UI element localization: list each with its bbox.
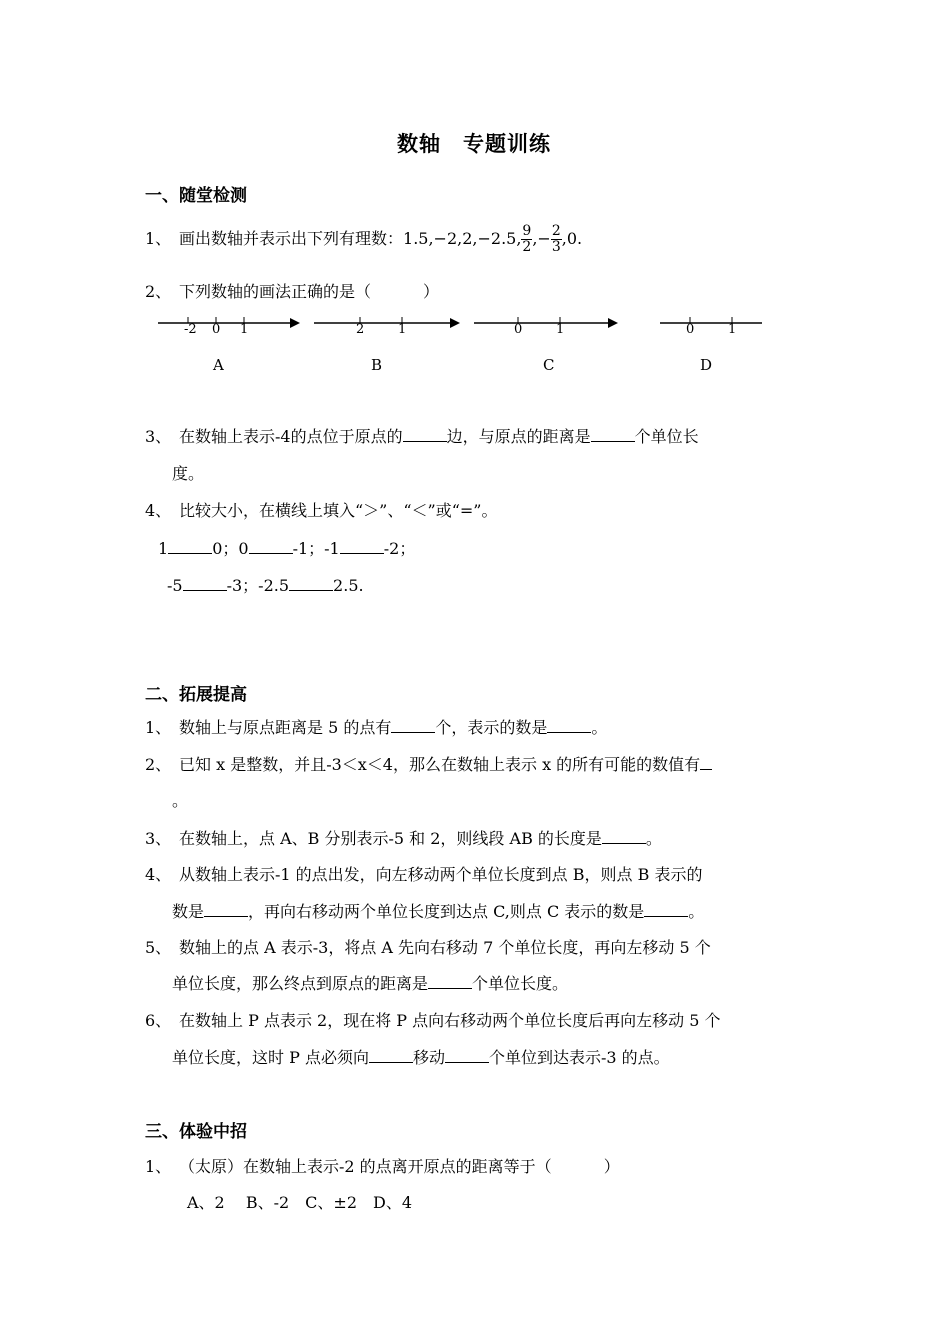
question-number: 1、 (145, 718, 172, 737)
section-heading-3: 三、体验中招 (145, 1122, 247, 1142)
question-1-3 (145, 424, 699, 447)
q-text: 移动 (412, 1048, 445, 1067)
question-number: 2、 (145, 755, 172, 774)
answer-blank[interactable] (403, 427, 447, 442)
axis-label-d: D (700, 356, 713, 374)
answer-blank[interactable] (591, 427, 635, 442)
axis-a-tick-1: -2 (184, 322, 197, 337)
question-text: 比较大小，在横线上填入“＞”、“＜”或“=”。 (179, 501, 498, 520)
cmp-item: 1 (158, 539, 169, 558)
answer-blank[interactable] (428, 974, 472, 989)
question-2-4-cont (172, 899, 704, 922)
question-text: （太原）在数轴上表示-2 的点离开原点的距离等于（ (179, 1157, 552, 1176)
answer-blank[interactable] (289, 576, 333, 591)
cmp-item: -5 (167, 576, 183, 595)
number-line-options (150, 310, 780, 344)
q-text: 个单位长度。 (472, 974, 569, 993)
q-text: 数轴上的点 A 表示-3，将点 A 先向右移动 7 个单位长度，再向左移动 5 个 (179, 938, 711, 957)
fraction-two-thirds: $\frac{2}{3}$ (551, 223, 561, 255)
axis-d (660, 317, 762, 337)
axis-c (474, 317, 618, 337)
cmp-item: 2.5. (333, 576, 364, 595)
answer-blank[interactable] (547, 718, 591, 733)
q-text: 数轴上与原点距离是 5 的点有 (179, 718, 392, 737)
question-number: 3、 (145, 427, 172, 446)
question-number: 1、 (145, 229, 172, 248)
question-text: 下列数轴的画法正确的是（ (179, 282, 372, 301)
answer-blank[interactable] (249, 539, 293, 554)
question-1-3-cont: 度。 (172, 464, 205, 483)
axis-a-tick-2: 0 (212, 322, 221, 337)
axis-a (158, 317, 300, 337)
answer-blank[interactable] (369, 1048, 413, 1063)
axis-label-c: C (543, 356, 555, 374)
q-text: 单位长度，那么终点到原点的距离是 (172, 974, 429, 993)
number-list: 1.5,−2,2,−2.5, (403, 229, 522, 248)
answer-blank[interactable] (168, 539, 212, 554)
q-text-c: 个单位长 (634, 427, 699, 446)
question-number: 5、 (145, 938, 172, 957)
q-text-a: 在数轴上表示-4的点位于原点的 (179, 427, 403, 446)
q-text: 在数轴上 P 点表示 2，现在将 P 点向右移动两个单位长度后再向左移动 5 个 (179, 1011, 721, 1030)
question-2-5-cont (172, 971, 568, 994)
question-number: 4、 (145, 865, 172, 884)
question-2-2 (145, 752, 712, 775)
cmp-item: 0；0 (212, 539, 249, 558)
q-text-b: 边，与原点的距离是 (446, 427, 591, 446)
cmp-item: -2； (383, 539, 416, 558)
q-text: 。 (645, 829, 662, 848)
q-text: 已知 x 是整数，并且-3＜x＜4，那么在数轴上表示 x 的所有可能的数值有 (179, 755, 701, 774)
answer-blank[interactable] (204, 902, 248, 917)
answer-blank[interactable] (602, 829, 646, 844)
question-2-5 (145, 935, 711, 958)
question-number: 6、 (145, 1011, 172, 1030)
answer-blank[interactable] (183, 576, 227, 591)
axis-b (314, 317, 460, 337)
question-2-3 (145, 826, 662, 849)
question-2-4 (145, 862, 702, 885)
question-2-6 (145, 1008, 721, 1031)
question-1-1 (145, 224, 582, 255)
q-text: 个，表示的数是 (435, 718, 548, 737)
answer-blank[interactable] (340, 539, 384, 554)
question-number: 4、 (145, 501, 172, 520)
question-2-6-cont (172, 1045, 670, 1068)
axis-c-tick-2: 1 (556, 322, 565, 337)
axis-label-a: A (213, 356, 224, 374)
question-2-2-cont: 。 (172, 791, 189, 810)
number-list-end: ,0. (561, 229, 583, 248)
question-close: ） (423, 282, 440, 301)
question-3-1-options: A、2 B、-2 C、±2 D、4 (187, 1193, 413, 1212)
cmp-item: -3；-2.5 (226, 576, 290, 595)
question-number: 1、 (145, 1157, 172, 1176)
axis-b-tick-1: 2 (356, 322, 365, 337)
answer-blank[interactable] (700, 755, 712, 770)
number-list-sep: ,− (532, 229, 551, 248)
question-1-4 (145, 498, 498, 521)
question-number: 3、 (145, 829, 172, 848)
q-text: 。 (591, 718, 608, 737)
axis-label-b: B (371, 356, 383, 374)
fraction-nine-halves: $\frac{9}{2}$ (522, 223, 532, 255)
axis-b-tick-2: 1 (398, 322, 407, 337)
question-1-2 (145, 279, 439, 302)
q-text: 数是 (172, 902, 205, 921)
q-text: 个单位到达表示-3 的点。 (488, 1048, 670, 1067)
question-text: 画出数轴并表示出下列有理数： (179, 229, 404, 248)
cmp-item: -1；-1 (292, 539, 340, 558)
axis-d-tick-1: 0 (686, 322, 695, 337)
q-text: 。 (688, 902, 705, 921)
section-heading-1: 一、随堂检测 (145, 186, 247, 206)
answer-blank[interactable] (445, 1048, 489, 1063)
question-number: 2、 (145, 282, 172, 301)
answer-blank[interactable] (644, 902, 688, 917)
axis-d-tick-2: 1 (728, 322, 737, 337)
page-title: 数轴 专题训练 (397, 132, 551, 156)
axis-a-tick-3: 1 (240, 322, 249, 337)
answer-blank[interactable] (391, 718, 435, 733)
q-text: 从数轴上表示-1 的点出发，向左移动两个单位长度到点 B，则点 B 表示的 (179, 865, 703, 884)
q-text: 单位长度，这时 P 点必须向 (172, 1048, 369, 1067)
comparison-row-2 (167, 573, 364, 596)
q-text: ，再向右移动两个单位长度到达点 C,则点 C 表示的数是 (248, 902, 645, 921)
question-3-1 (145, 1154, 620, 1177)
question-close: ） (603, 1157, 620, 1176)
section-heading-2: 二、拓展提高 (145, 685, 247, 705)
q-text: 在数轴上，点 A、B 分别表示-5 和 2，则线段 AB 的长度是 (179, 829, 602, 848)
axis-c-tick-1: 0 (514, 322, 523, 337)
question-2-1 (145, 715, 607, 738)
comparison-row-1 (158, 536, 415, 559)
